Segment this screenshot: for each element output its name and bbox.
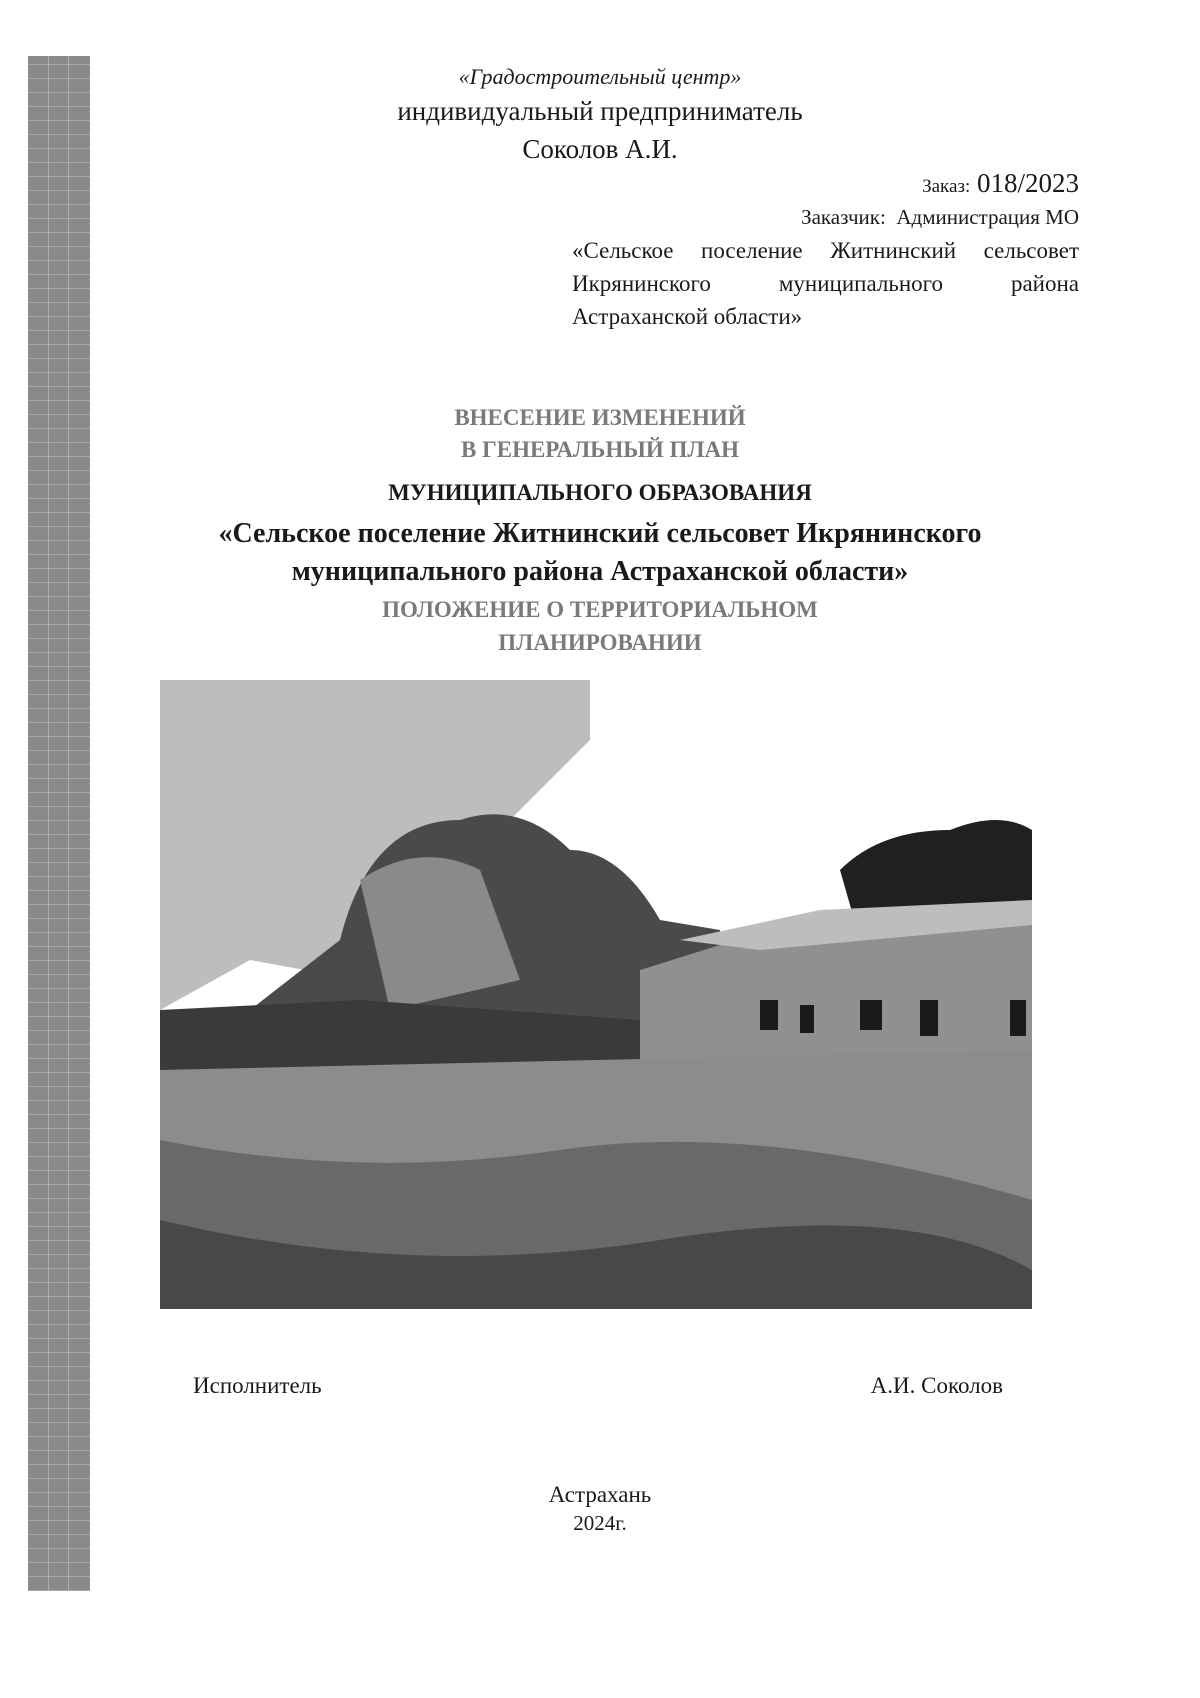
customer-organization: «Сельское поселение Житнинский сельсовет Икрянинского муниципального района Астраханской области» bbox=[572, 238, 1079, 329]
year: 2024г. bbox=[573, 1511, 627, 1535]
title-line-6: ПЛАНИРОВАНИИ bbox=[498, 630, 702, 655]
title-line-2: В ГЕНЕРАЛЬНЫЙ ПЛАН bbox=[461, 437, 739, 462]
order-label: Заказ: bbox=[922, 176, 971, 197]
customer-value: Администрация МО bbox=[896, 205, 1079, 229]
organization-name: «Градостроительный центр» bbox=[458, 64, 742, 89]
entity-type: индивидуальный предприниматель bbox=[397, 96, 803, 126]
customer-label: Заказчик: bbox=[801, 205, 886, 229]
title-line-5: ПОЛОЖЕНИЕ О ТЕРРИТОРИАЛЬНОМ bbox=[382, 597, 818, 622]
title-line-3: МУНИЦИПАЛЬНОГО ОБРАЗОВАНИЯ bbox=[388, 480, 812, 505]
binding-strip bbox=[28, 56, 90, 1591]
customer bbox=[801, 205, 1079, 230]
title-line-1: ВНЕСЕНИЕ ИЗМЕНЕНИЙ bbox=[454, 405, 746, 430]
title-line-4: «Сельское поселение Житнинский сельсовет Икрянинского муниципального района Астраханской области» bbox=[218, 518, 982, 587]
executor-label: Исполнитель bbox=[193, 1373, 322, 1398]
city: Астрахань bbox=[548, 1482, 652, 1507]
cover-photo bbox=[160, 680, 1032, 1309]
order-value: 018/2023 bbox=[976, 168, 1079, 198]
executor-name: А.И. Соколов bbox=[870, 1373, 1003, 1398]
order-number bbox=[922, 168, 1079, 199]
entrepreneur-name: Соколов А.И. bbox=[522, 134, 678, 164]
